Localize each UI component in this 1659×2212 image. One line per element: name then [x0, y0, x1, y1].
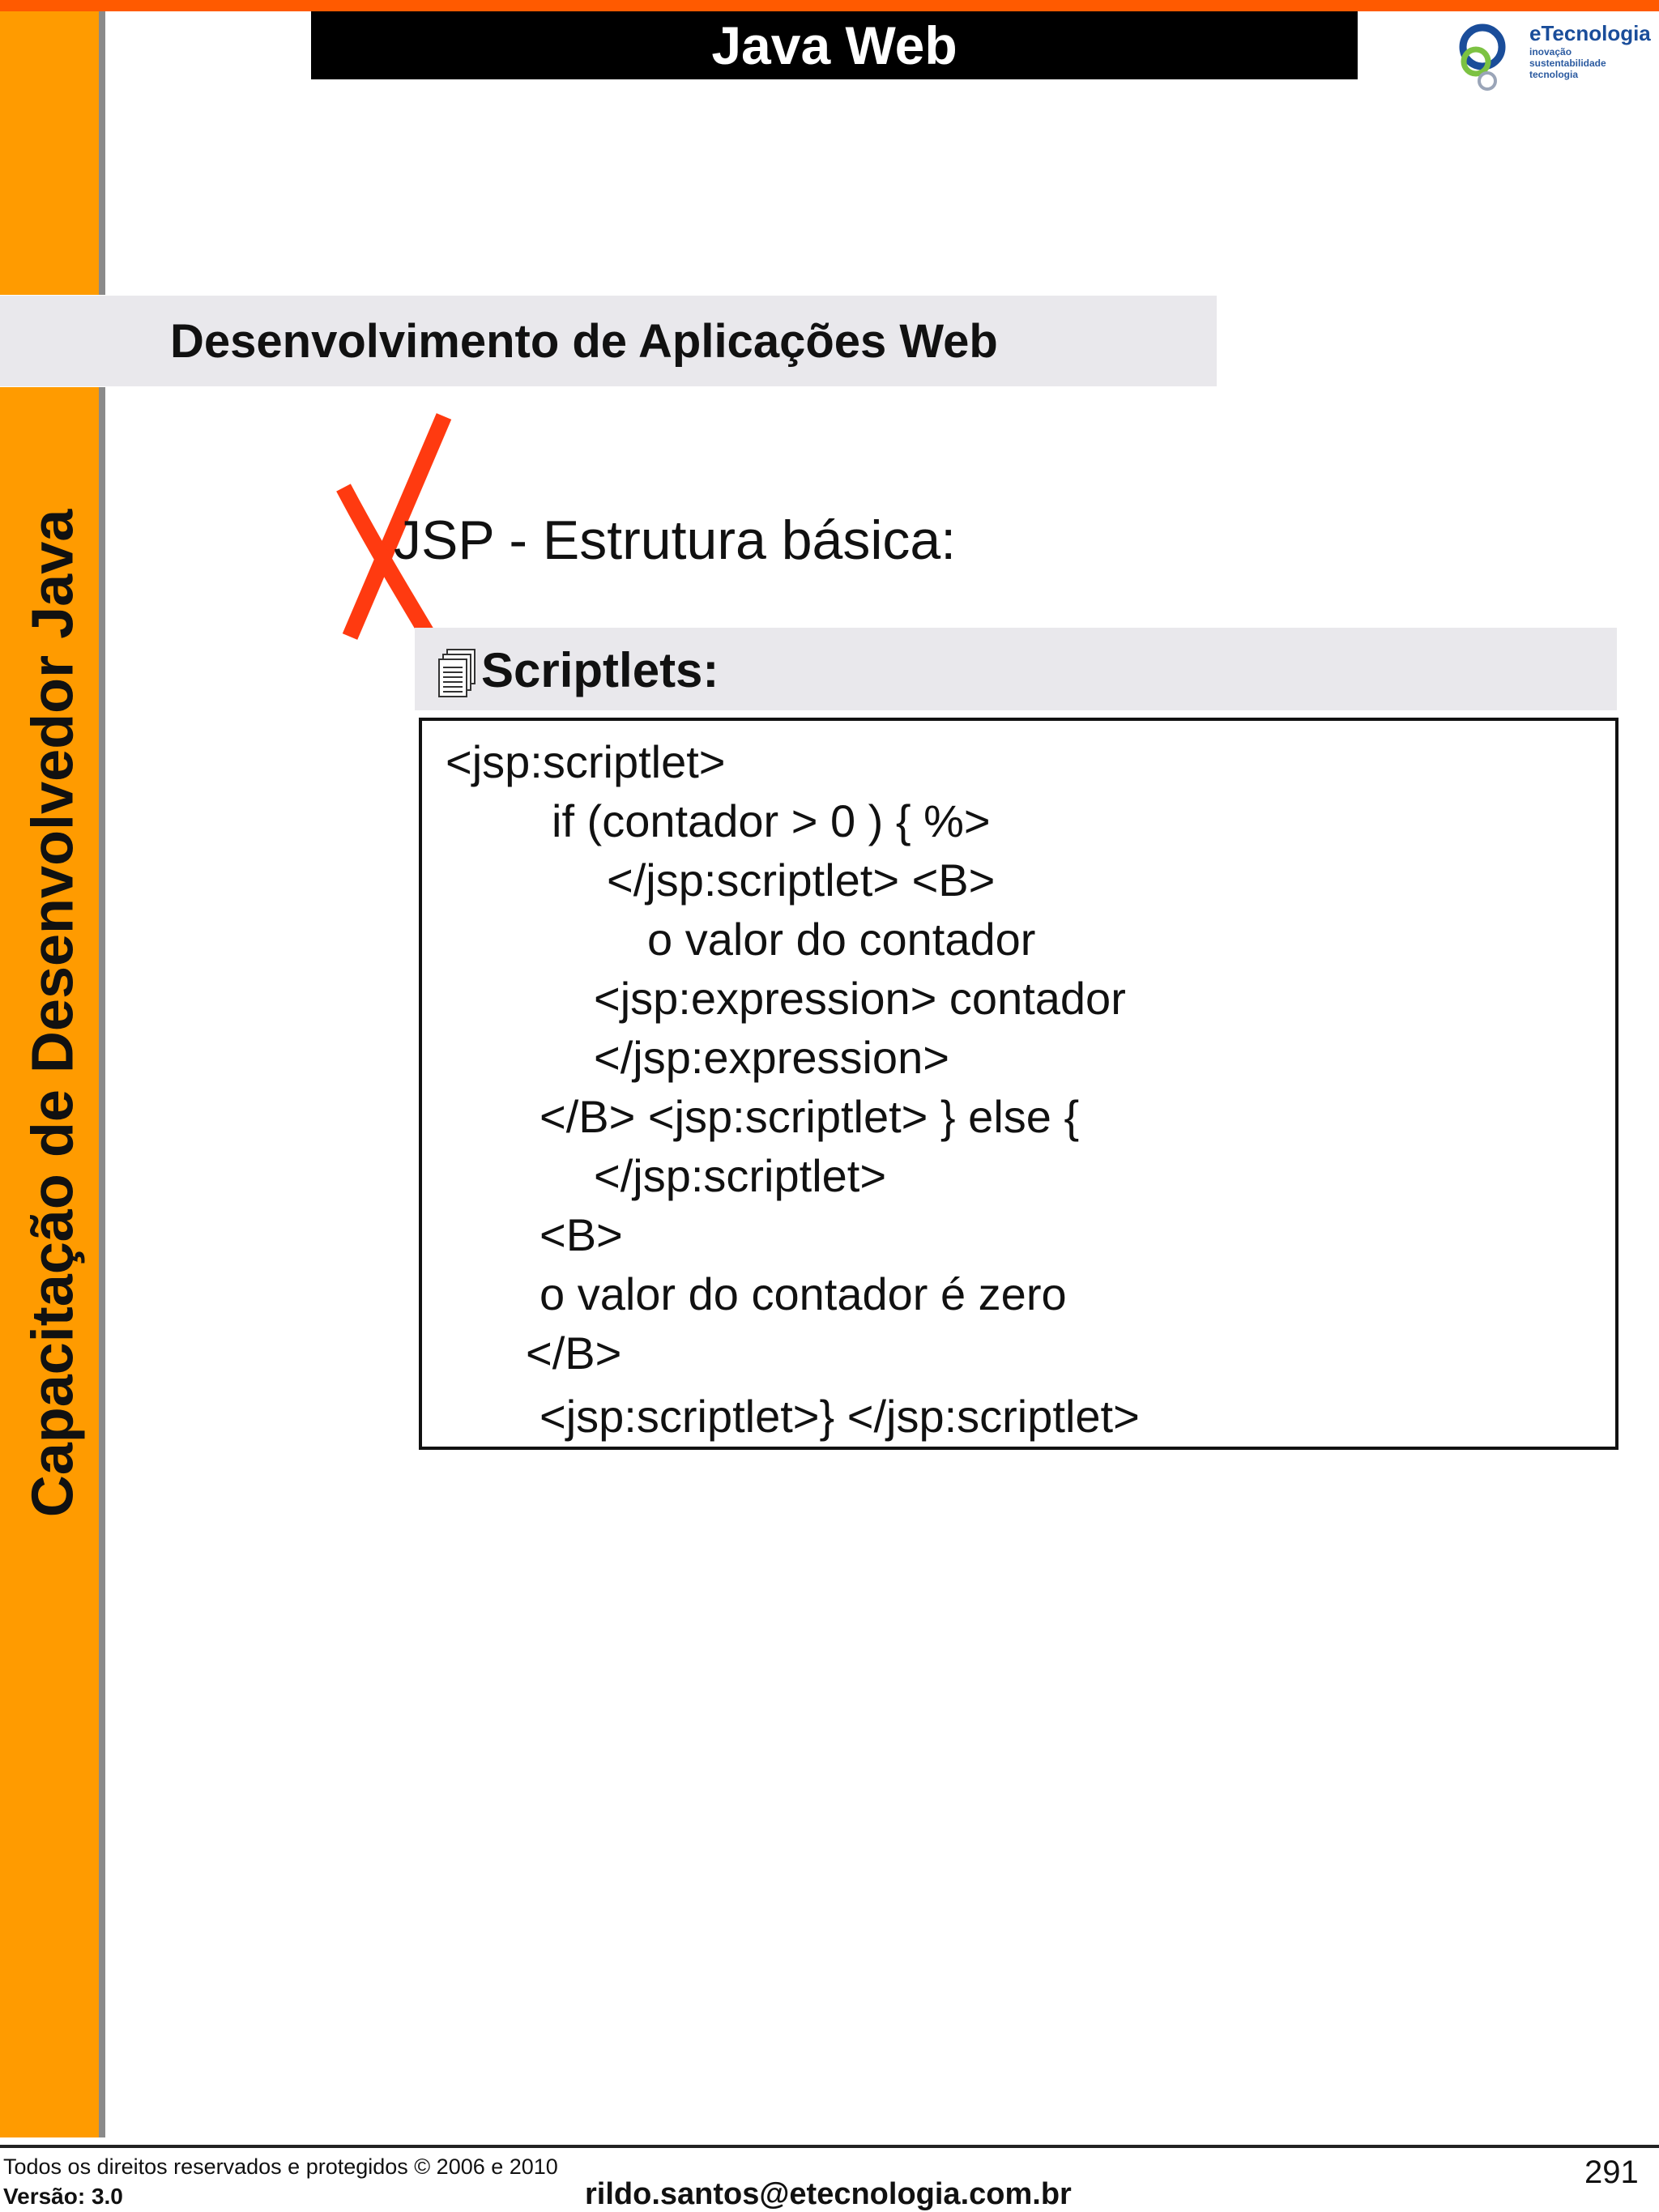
page-number: 291 [1584, 2154, 1639, 2190]
header-title: Java Web [311, 11, 1358, 79]
logo-text [1529, 21, 1651, 80]
section-title: Desenvolvimento de Aplicações Web [170, 315, 998, 368]
logo-name: eTecnologia [1529, 21, 1651, 45]
document-stack-icon [437, 648, 478, 698]
subheading-title: Scriptlets: [481, 643, 719, 697]
logo-tagline [1529, 46, 1651, 80]
logo-tag: inovação [1529, 46, 1572, 58]
code-line: <jsp:scriptlet>} </jsp:scriptlet> [539, 1391, 1140, 1442]
logo-rings-icon [1448, 15, 1526, 96]
code-line: </jsp:scriptlet> <B> [607, 855, 996, 906]
vertical-course-title [0, 387, 105, 1639]
code-block [419, 718, 1618, 1450]
code-line: <B> [539, 1209, 623, 1260]
code-line: if (contador > 0 ) { %> [552, 795, 991, 846]
footer-divider [0, 2145, 1659, 2148]
etecnologia-logo [1448, 15, 1659, 96]
code-line: </B> [526, 1328, 622, 1379]
code-line: </B> <jsp:scriptlet> } else { [539, 1091, 1080, 1142]
top-accent-bar [0, 0, 1659, 11]
code-line: <jsp:expression> contador [594, 973, 1126, 1024]
footer-copyright: Todos os direitos reservados e protegidos © 2006 e 2010 [3, 2154, 558, 2179]
code-line: </jsp:scriptlet> [594, 1150, 887, 1201]
vertical-course-title-text: Capacitação de Desenvolvedor Java [20, 509, 86, 1517]
footer-email: rildo.santos@etecnologia.com.br [585, 2177, 1072, 2211]
code-line: </jsp:expression> [594, 1032, 949, 1083]
logo-tag: tecnologia [1529, 69, 1579, 80]
code-line: o valor do contador [647, 914, 1036, 965]
slide-heading: JSP - Estrutura básica: [394, 509, 957, 571]
left-accent-stripe [0, 11, 105, 295]
code-line: <jsp:scriptlet> [446, 736, 726, 787]
code-line: o valor do contador é zero [539, 1268, 1067, 1319]
logo-tag: sustentabilidade [1529, 58, 1606, 69]
footer-version: Versão: 3.0 [3, 2184, 123, 2209]
